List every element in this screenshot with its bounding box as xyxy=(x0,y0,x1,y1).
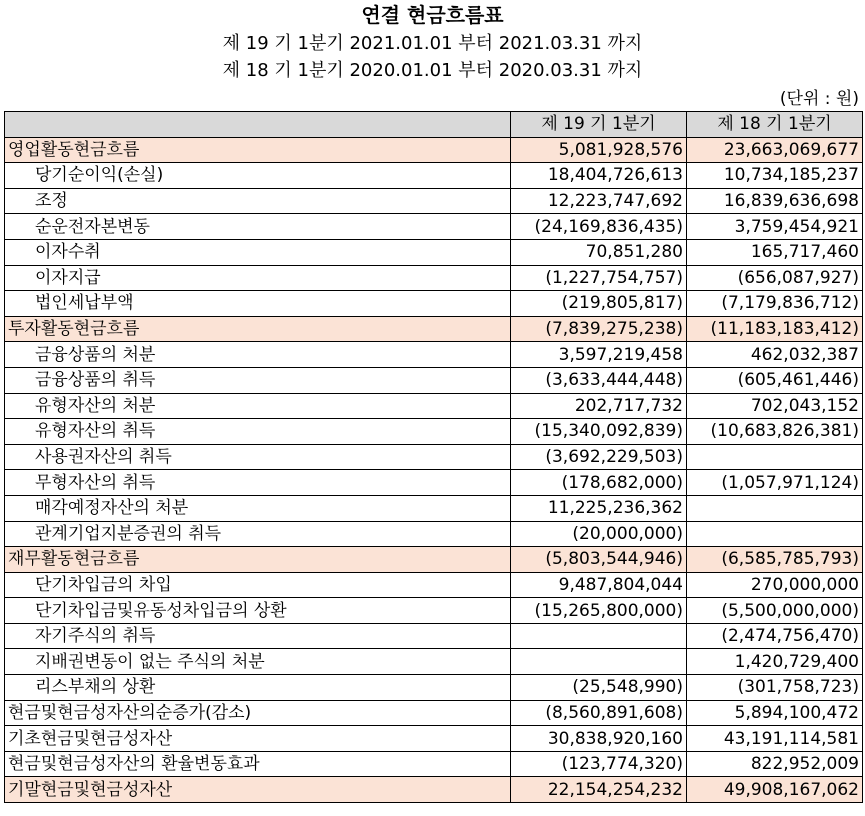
prior-period-value: 16,839,636,698 xyxy=(687,188,863,214)
current-period-value: (3,633,444,448) xyxy=(511,367,687,393)
table-row xyxy=(5,572,863,598)
row-label: 현금및현금성자산의 환율변동효과 xyxy=(5,751,511,777)
statement-title: 연결 현금흐름표 xyxy=(361,3,504,27)
current-period-value: (5,803,544,946) xyxy=(511,547,687,573)
period-current: 제 19 기 1분기 2021.01.01 부터 2021.03.31 까지 xyxy=(222,33,643,54)
table-row xyxy=(5,751,863,777)
current-period-value: (15,340,092,839) xyxy=(511,419,687,445)
prior-period-value: 10,734,185,237 xyxy=(687,163,863,189)
row-label: 영업활동현금흐름 xyxy=(5,137,511,163)
table-row xyxy=(5,214,863,240)
table-row xyxy=(5,547,863,573)
unit-label: (단위 : 원) xyxy=(779,89,859,109)
row-label: 유형자산의 처분 xyxy=(5,393,511,419)
table-row xyxy=(5,521,863,547)
prior-period-value: 23,663,069,677 xyxy=(687,137,863,163)
table-row xyxy=(5,163,863,189)
table-row xyxy=(5,777,863,803)
current-period-value: (15,265,800,000) xyxy=(511,598,687,624)
row-label: 재무활동현금흐름 xyxy=(5,547,511,573)
prior-period-value: (7,179,836,712) xyxy=(687,291,863,317)
current-period-value xyxy=(511,649,687,675)
prior-period-value: (656,087,927) xyxy=(687,265,863,291)
prior-period-value: 1,420,729,400 xyxy=(687,649,863,675)
row-label: 사용권자산의 취득 xyxy=(5,444,511,470)
current-period-value: (8,560,891,608) xyxy=(511,700,687,726)
current-period-value xyxy=(511,623,687,649)
row-label: 투자활동현금흐름 xyxy=(5,316,511,342)
table-row xyxy=(5,239,863,265)
table-row xyxy=(5,342,863,368)
prior-period-value xyxy=(687,521,863,547)
prior-period-value: (301,758,723) xyxy=(687,675,863,701)
prior-period-value: 702,043,152 xyxy=(687,393,863,419)
prior-period-value: 3,759,454,921 xyxy=(687,214,863,240)
table-row xyxy=(5,675,863,701)
table-row xyxy=(5,419,863,445)
prior-period-value xyxy=(687,444,863,470)
cash-flow-table xyxy=(4,111,863,803)
current-period-value: 70,851,280 xyxy=(511,239,687,265)
current-period-value: 11,225,236,362 xyxy=(511,495,687,521)
table-row xyxy=(5,700,863,726)
table-row xyxy=(5,726,863,752)
row-label: 금융상품의 취득 xyxy=(5,367,511,393)
prior-period-value: (10,683,826,381) xyxy=(687,419,863,445)
table-row xyxy=(5,444,863,470)
row-label: 유형자산의 취득 xyxy=(5,419,511,445)
header-label-cell xyxy=(5,112,511,138)
prior-period-value: (605,461,446) xyxy=(687,367,863,393)
row-label: 기말현금및현금성자산 xyxy=(5,777,511,803)
current-period-value: (3,692,229,503) xyxy=(511,444,687,470)
table-row xyxy=(5,393,863,419)
current-period-value: (1,227,754,757) xyxy=(511,265,687,291)
prior-period-value: 270,000,000 xyxy=(687,572,863,598)
table-row xyxy=(5,470,863,496)
current-period-value: 202,717,732 xyxy=(511,393,687,419)
table-row xyxy=(5,316,863,342)
prior-period-value: (5,500,000,000) xyxy=(687,598,863,624)
header-prior-period: 제 18 기 1분기 xyxy=(687,112,863,138)
row-label: 기초현금및현금성자산 xyxy=(5,726,511,752)
current-period-value: (178,682,000) xyxy=(511,470,687,496)
prior-period-value: 49,908,167,062 xyxy=(687,777,863,803)
row-label: 현금및현금성자산의순증가(감소) xyxy=(5,700,511,726)
table-row xyxy=(5,265,863,291)
current-period-value: (123,774,320) xyxy=(511,751,687,777)
row-label: 지배권변동이 없는 주식의 처분 xyxy=(5,649,511,675)
current-period-value: 12,223,747,692 xyxy=(511,188,687,214)
row-label: 당기순이익(손실) xyxy=(5,163,511,189)
row-label: 법인세납부액 xyxy=(5,291,511,317)
current-period-value: 5,081,928,576 xyxy=(511,137,687,163)
prior-period-value: 462,032,387 xyxy=(687,342,863,368)
current-period-value: (219,805,817) xyxy=(511,291,687,317)
current-period-value: (7,839,275,238) xyxy=(511,316,687,342)
table-row xyxy=(5,649,863,675)
prior-period-value: (1,057,971,124) xyxy=(687,470,863,496)
current-period-value: 18,404,726,613 xyxy=(511,163,687,189)
row-label: 매각예정자산의 처분 xyxy=(5,495,511,521)
row-label: 금융상품의 처분 xyxy=(5,342,511,368)
table-row xyxy=(5,495,863,521)
prior-period-value: 5,894,100,472 xyxy=(687,700,863,726)
row-label: 단기차입금의 차입 xyxy=(5,572,511,598)
prior-period-value: 165,717,460 xyxy=(687,239,863,265)
current-period-value: 22,154,254,232 xyxy=(511,777,687,803)
row-label: 순운전자본변동 xyxy=(5,214,511,240)
table-row xyxy=(5,623,863,649)
prior-period-value: (11,183,183,412) xyxy=(687,316,863,342)
table-row xyxy=(5,188,863,214)
row-label: 조정 xyxy=(5,188,511,214)
current-period-value: (20,000,000) xyxy=(511,521,687,547)
row-label: 관계기업지분증권의 취득 xyxy=(5,521,511,547)
table-header-row xyxy=(5,112,863,138)
row-label: 단기차입금및유동성차입금의 상환 xyxy=(5,598,511,624)
prior-period-value: 822,952,009 xyxy=(687,751,863,777)
table-row xyxy=(5,137,863,163)
current-period-value: 3,597,219,458 xyxy=(511,342,687,368)
current-period-value: 9,487,804,044 xyxy=(511,572,687,598)
current-period-value: (25,548,990) xyxy=(511,675,687,701)
row-label: 이자지급 xyxy=(5,265,511,291)
current-period-value: 30,838,920,160 xyxy=(511,726,687,752)
period-prior: 제 18 기 1분기 2020.01.01 부터 2020.03.31 까지 xyxy=(222,60,643,81)
row-label: 자기주식의 취득 xyxy=(5,623,511,649)
row-label: 이자수취 xyxy=(5,239,511,265)
row-label: 무형자산의 취득 xyxy=(5,470,511,496)
table-row xyxy=(5,367,863,393)
prior-period-value: (2,474,756,470) xyxy=(687,623,863,649)
prior-period-value: (6,585,785,793) xyxy=(687,547,863,573)
table-row xyxy=(5,598,863,624)
prior-period-value: 43,191,114,581 xyxy=(687,726,863,752)
row-label: 리스부채의 상환 xyxy=(5,675,511,701)
current-period-value: (24,169,836,435) xyxy=(511,214,687,240)
header-current-period: 제 19 기 1분기 xyxy=(511,112,687,138)
prior-period-value xyxy=(687,495,863,521)
table-row xyxy=(5,291,863,317)
